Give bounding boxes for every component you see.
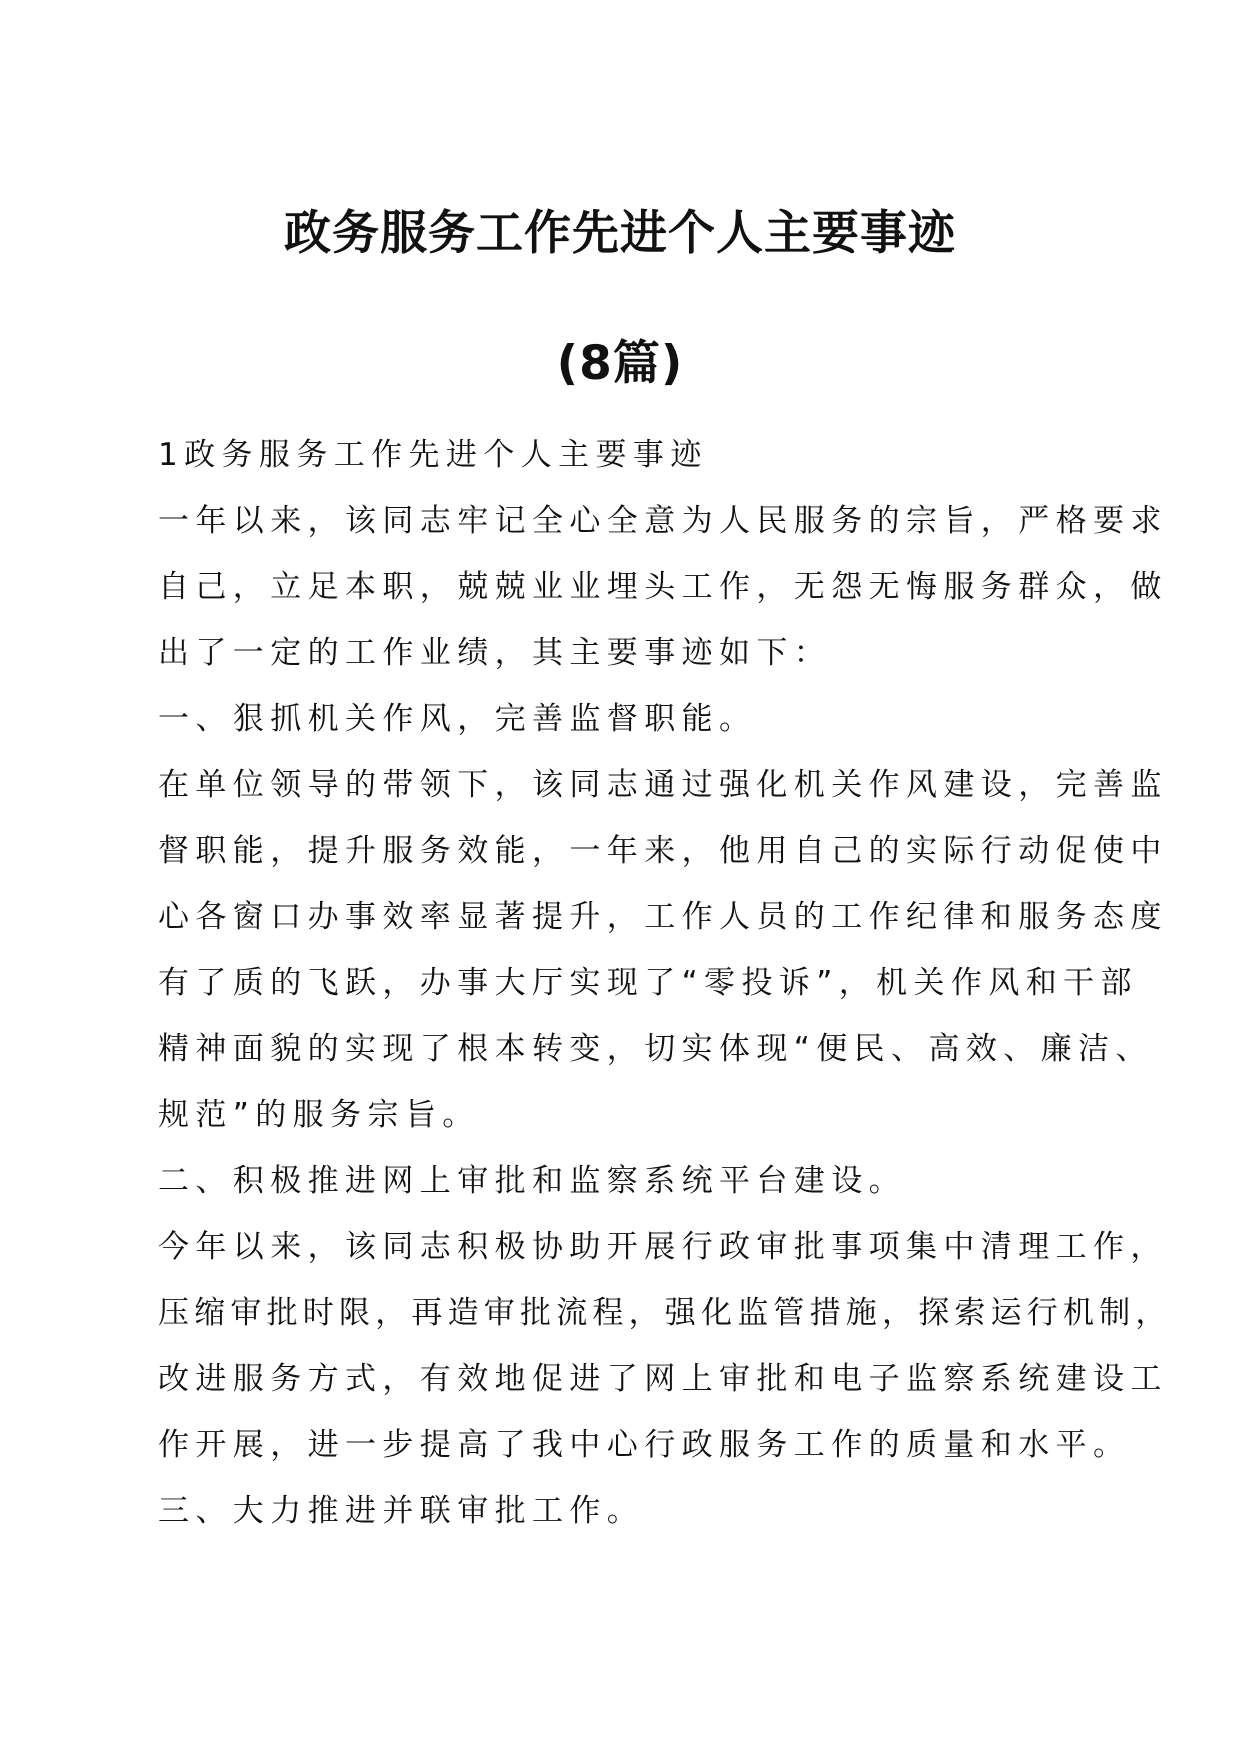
paragraph-line: 一年以来，该同志牢记全心全意为人民服务的宗旨，严格要求 [158, 503, 1168, 539]
paragraph-line: 压缩审批时限，再造审批流程，强化监管措施，探索运行机制， [158, 1295, 1172, 1331]
paragraph-line: 在单位领导的带领下，该同志通过强化机关作风建设，完善监 [158, 767, 1168, 803]
paragraph-line: 心各窗口办事效率显著提升，工作人员的工作纪律和服务态度 [158, 899, 1168, 935]
paragraph-line: 出了一定的工作业绩，其主要事迹如下： [158, 635, 832, 671]
paragraph-line: 自己，立足本职，兢兢业业埋头工作，无怨无悔服务群众，做 [158, 569, 1168, 605]
paragraph-line: 作开展，进一步提高了我中心行政服务工作的质量和水平。 [158, 1427, 1131, 1463]
section-heading: 1政务服务工作先进个人主要事迹 [158, 437, 708, 473]
paragraph-line: 规范”的服务宗旨。 [158, 1097, 480, 1133]
paragraph-line: 改进服务方式，有效地促进了网上审批和电子监察系统建设工 [158, 1361, 1168, 1397]
document-subtitle: (8篇) [556, 336, 684, 391]
paragraph-line: 督职能，提升服务效能，一年来，他用自己的实际行动促使中 [158, 833, 1168, 869]
section-heading: 二、积极推进网上审批和监察系统平台建设。 [158, 1163, 906, 1199]
section-heading: 三、大力推进并联审批工作。 [158, 1493, 645, 1529]
document-body [158, 422, 1172, 1544]
paragraph-line: 今年以来，该同志积极协助开展行政审批事项集中清理工作， [158, 1229, 1168, 1265]
paragraph-line: 精神面貌的实现了根本转变，切实体现“便民、高效、廉洁、 [158, 1031, 1153, 1067]
section-heading: 一、狠抓机关作风，完善监督职能。 [158, 701, 757, 737]
document-title: 政务服务工作先进个人主要事迹 [284, 206, 956, 261]
paragraph-line: 有了质的飞跃，办事大厅实现了“零投诉”，机关作风和干部 [158, 965, 1138, 1001]
